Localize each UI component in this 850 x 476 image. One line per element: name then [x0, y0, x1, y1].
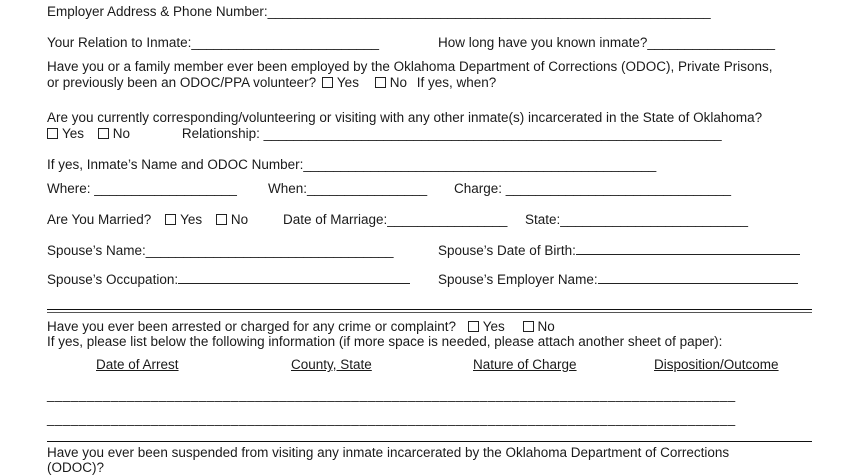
employed-question-text: or previously been an ODOC/PPA volunteer?	[47, 75, 317, 90]
when-field[interactable]: When:________________	[268, 181, 428, 196]
employed-question: Have you or a family member ever been employed by the Oklahoma Department of Corrections (ODOC), Private Prisons,	[47, 59, 773, 74]
married-yes-checkbox[interactable]	[165, 214, 176, 225]
suspended-question-line2: (ODOC)?	[47, 460, 104, 475]
married-no-label: No	[230, 212, 249, 227]
column-date-of-arrest: Date of Arrest	[96, 357, 179, 372]
section-divider-top-thin	[47, 312, 812, 313]
employed-yes-label: Yes	[336, 75, 359, 90]
state-field[interactable]: State:_________________________	[525, 212, 748, 227]
spouse-dob-label: Spouse’s Date of Birth:	[438, 243, 576, 258]
arrested-question: Have you ever been arrested or charged for any crime or complaint?	[47, 319, 456, 334]
date-of-marriage-field[interactable]: Date of Marriage:________________	[283, 212, 508, 227]
section-divider-bottom	[47, 441, 812, 442]
if-yes-when-field[interactable]: If yes, when?	[416, 75, 497, 90]
charge-field[interactable]: Charge: ______________________________	[454, 181, 732, 196]
section-divider-top	[47, 309, 812, 310]
spouse-dob-field[interactable]	[438, 243, 800, 259]
relationship-field[interactable]: Relationship: _____________________________________________________________	[181, 126, 722, 141]
arrest-entry-row-2[interactable]: ______________________________________________________________________________________	[47, 411, 736, 426]
corresponding-yes-label: Yes	[62, 126, 85, 141]
married-no-checkbox[interactable]	[216, 214, 227, 225]
spouse-employer-label: Spouse’s Employer Name:	[438, 272, 598, 287]
arrested-no-label: No	[537, 319, 555, 334]
arrested-line	[47, 319, 555, 335]
column-nature-of-charge: Nature of Charge	[473, 357, 577, 372]
arrested-yes-checkbox[interactable]	[468, 321, 479, 332]
employed-no-label: No	[389, 75, 407, 90]
inmate-name-field[interactable]: If yes, Inmate’s Name and ODOC Number:_______________________________________________	[47, 157, 657, 172]
corresponding-question: Are you currently corresponding/volunteering or visiting with any other inmate(s) incarcerated in the State of Oklahoma?	[47, 110, 763, 125]
arrested-no-checkbox[interactable]	[523, 321, 534, 332]
married-question: Are You Married?	[47, 212, 152, 227]
spouse-employer-underline	[598, 272, 798, 284]
arrested-instructions: If yes, please list below the following information (if more space is needed, please attach another sheet of paper):	[47, 334, 723, 349]
married-line	[47, 212, 248, 228]
spouse-occupation-label: Spouse’s Occupation:	[47, 272, 179, 287]
column-disposition: Disposition/Outcome	[654, 357, 779, 372]
arrested-yes-label: Yes	[482, 319, 505, 334]
spouse-occupation-field[interactable]	[47, 272, 410, 288]
employed-no-checkbox[interactable]	[375, 77, 386, 88]
employer-address-field[interactable]: Employer Address & Phone Number:___________________________________________________________	[47, 4, 711, 19]
spouse-occupation-underline	[178, 272, 410, 284]
how-long-known-field[interactable]: How long have you known inmate?_________________	[438, 35, 776, 50]
corresponding-yes-checkbox[interactable]	[47, 128, 58, 139]
employed-yes-checkbox[interactable]	[322, 77, 333, 88]
column-county-state: County, State	[291, 357, 372, 372]
spouse-name-field[interactable]: Spouse’s Name:_________________________________	[47, 243, 394, 258]
corresponding-no-checkbox[interactable]	[98, 128, 109, 139]
arrest-entry-row-1[interactable]: ______________________________________________________________________________________	[47, 387, 736, 402]
corresponding-answer-line	[47, 126, 722, 142]
corresponding-no-label: No	[112, 126, 131, 141]
spouse-dob-underline	[576, 243, 800, 255]
married-yes-label: Yes	[180, 212, 203, 227]
employed-question-line2	[47, 75, 496, 91]
spouse-employer-field[interactable]	[438, 272, 798, 288]
relation-to-inmate-field[interactable]: Your Relation to Inmate:_________________________	[47, 35, 380, 50]
where-field[interactable]: Where: ___________________	[47, 181, 237, 196]
suspended-question: Have you ever been suspended from visiting any inmate incarcerated by the Oklahoma Department of Corrections	[47, 445, 730, 460]
